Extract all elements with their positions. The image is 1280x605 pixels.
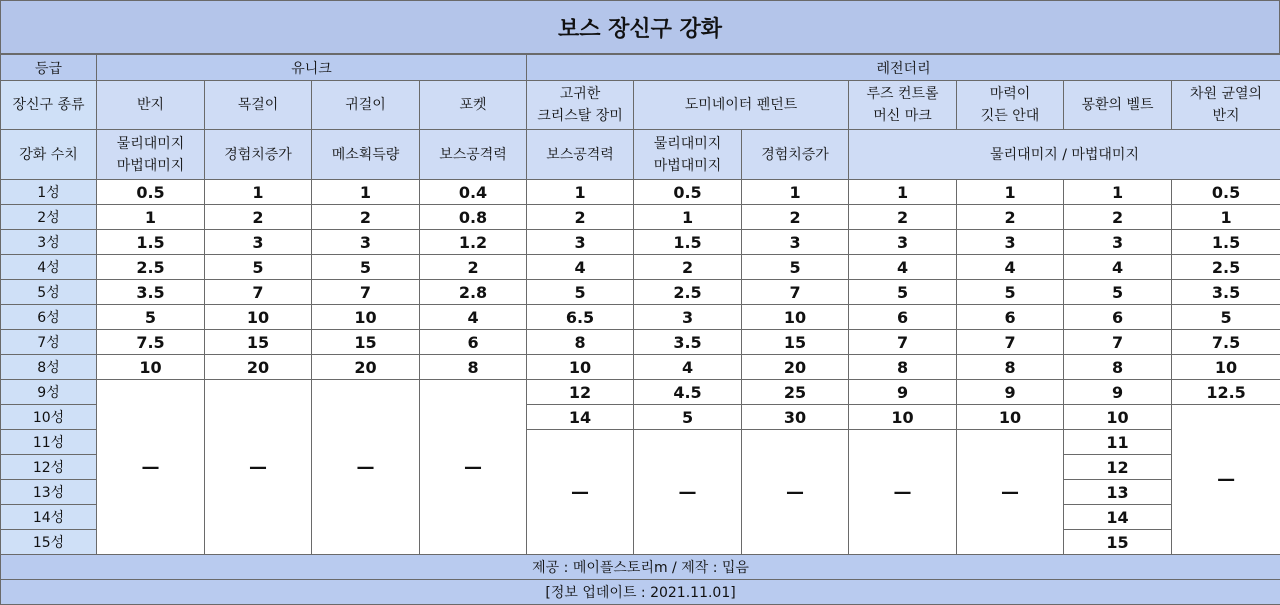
value-cell: 10 <box>1172 355 1280 380</box>
level-label: 15성 <box>1 530 97 555</box>
value-cell: 9 <box>1064 380 1172 405</box>
value-cell: 14 <box>1064 505 1172 530</box>
value-cell: 7 <box>1064 330 1172 355</box>
value-cell: 13 <box>1064 480 1172 505</box>
level-label: 7성 <box>1 330 97 355</box>
value-cell: 3.5 <box>1172 280 1280 305</box>
value-cell: 2.8 <box>420 280 527 305</box>
value-cell: 4 <box>420 305 527 330</box>
level-label: 2성 <box>1 205 97 230</box>
grade-unique: 유니크 <box>97 55 527 81</box>
level-label: 6성 <box>1 305 97 330</box>
value-cell: 1 <box>957 180 1064 205</box>
value-cell: 2 <box>849 205 957 230</box>
value-cell: 7 <box>957 330 1064 355</box>
level-label: 10성 <box>1 405 97 430</box>
accessory-type: 목걸이 <box>205 81 312 130</box>
stat-type: 물리대미지 / 마법대미지 <box>849 130 1280 180</box>
value-cell: 2 <box>420 255 527 280</box>
page-title: 보스 장신구 강화 <box>0 0 1280 54</box>
empty-cell: — <box>312 380 420 555</box>
value-cell: 5 <box>742 255 849 280</box>
value-cell: 6.5 <box>527 305 634 330</box>
value-cell: 0.5 <box>1172 180 1280 205</box>
value-cell: 12.5 <box>1172 380 1280 405</box>
stat-type: 물리대미지 마법대미지 <box>634 130 742 180</box>
value-cell: 1.5 <box>97 230 205 255</box>
value-cell: 7 <box>312 280 420 305</box>
level-label: 13성 <box>1 480 97 505</box>
level-label: 3성 <box>1 230 97 255</box>
value-cell: 4 <box>1064 255 1172 280</box>
value-cell: 3.5 <box>634 330 742 355</box>
empty-cell: — <box>634 430 742 555</box>
value-cell: 6 <box>849 305 957 330</box>
empty-cell: — <box>420 380 527 555</box>
level-label: 9성 <box>1 380 97 405</box>
value-cell: 7.5 <box>97 330 205 355</box>
value-cell: 20 <box>205 355 312 380</box>
value-cell: 1 <box>527 180 634 205</box>
level-label: 8성 <box>1 355 97 380</box>
value-cell: 10 <box>205 305 312 330</box>
footer-update: [정보 업데이트 : 2021.11.01] <box>1 580 1280 605</box>
stat-type: 경험치증가 <box>205 130 312 180</box>
value-cell: 2 <box>634 255 742 280</box>
value-cell: 10 <box>742 305 849 330</box>
value-cell: 2 <box>1064 205 1172 230</box>
stat-type: 물리대미지 마법대미지 <box>97 130 205 180</box>
empty-cell: — <box>1172 405 1280 555</box>
enhancement-table <box>0 54 1280 605</box>
value-cell: 8 <box>420 355 527 380</box>
grade-legendary: 레전더리 <box>527 55 1280 81</box>
value-cell: 15 <box>1064 530 1172 555</box>
value-cell: 30 <box>742 405 849 430</box>
value-cell: 2 <box>312 205 420 230</box>
value-cell: 2 <box>742 205 849 230</box>
level-label: 12성 <box>1 455 97 480</box>
value-cell: 10 <box>1064 405 1172 430</box>
value-cell: 1 <box>1064 180 1172 205</box>
value-cell: 5 <box>1064 280 1172 305</box>
level-label: 14성 <box>1 505 97 530</box>
stat-label: 강화 수치 <box>1 130 97 180</box>
value-cell: 5 <box>205 255 312 280</box>
value-cell: 4.5 <box>634 380 742 405</box>
value-cell: 1 <box>205 180 312 205</box>
grade-label: 등급 <box>1 55 97 81</box>
stat-type: 보스공격력 <box>527 130 634 180</box>
value-cell: 8 <box>849 355 957 380</box>
accessory-type: 마력이 깃든 안대 <box>957 81 1064 130</box>
accessory-type: 고귀한 크리스탈 장미 <box>527 81 634 130</box>
value-cell: 10 <box>849 405 957 430</box>
value-cell: 5 <box>527 280 634 305</box>
accessory-type: 귀걸이 <box>312 81 420 130</box>
value-cell: 3 <box>634 305 742 330</box>
stat-type: 메소획득량 <box>312 130 420 180</box>
value-cell: 4 <box>527 255 634 280</box>
value-cell: 7 <box>742 280 849 305</box>
value-cell: 2 <box>957 205 1064 230</box>
value-cell: 10 <box>97 355 205 380</box>
level-label: 4성 <box>1 255 97 280</box>
value-cell: 20 <box>742 355 849 380</box>
value-cell: 15 <box>205 330 312 355</box>
value-cell: 0.5 <box>97 180 205 205</box>
value-cell: 1 <box>634 205 742 230</box>
empty-cell: — <box>957 430 1064 555</box>
value-cell: 15 <box>742 330 849 355</box>
value-cell: 11 <box>1064 430 1172 455</box>
value-cell: 7 <box>205 280 312 305</box>
value-cell: 15 <box>312 330 420 355</box>
value-cell: 4 <box>634 355 742 380</box>
value-cell: 2 <box>205 205 312 230</box>
value-cell: 1 <box>1172 205 1280 230</box>
value-cell: 1.5 <box>1172 230 1280 255</box>
value-cell: 6 <box>1064 305 1172 330</box>
value-cell: 1 <box>742 180 849 205</box>
accessory-type: 루즈 컨트롤 머신 마크 <box>849 81 957 130</box>
value-cell: 3 <box>1064 230 1172 255</box>
value-cell: 10 <box>312 305 420 330</box>
type-label: 장신구 종류 <box>1 81 97 130</box>
level-label: 5성 <box>1 280 97 305</box>
empty-cell: — <box>849 430 957 555</box>
value-cell: 2 <box>527 205 634 230</box>
empty-cell: — <box>527 430 634 555</box>
value-cell: 5 <box>849 280 957 305</box>
value-cell: 2.5 <box>1172 255 1280 280</box>
accessory-type: 도미네이터 펜던트 <box>634 81 849 130</box>
value-cell: 7.5 <box>1172 330 1280 355</box>
value-cell: 0.5 <box>634 180 742 205</box>
accessory-type: 포켓 <box>420 81 527 130</box>
value-cell: 9 <box>849 380 957 405</box>
value-cell: 3 <box>312 230 420 255</box>
value-cell: 14 <box>527 405 634 430</box>
value-cell: 25 <box>742 380 849 405</box>
value-cell: 12 <box>527 380 634 405</box>
value-cell: 10 <box>957 405 1064 430</box>
value-cell: 4 <box>957 255 1064 280</box>
value-cell: 2.5 <box>634 280 742 305</box>
value-cell: 5 <box>957 280 1064 305</box>
value-cell: 0.4 <box>420 180 527 205</box>
value-cell: 5 <box>1172 305 1280 330</box>
value-cell: 3.5 <box>97 280 205 305</box>
value-cell: 3 <box>957 230 1064 255</box>
value-cell: 7 <box>849 330 957 355</box>
empty-cell: — <box>742 430 849 555</box>
accessory-type: 차원 균열의 반지 <box>1172 81 1280 130</box>
empty-cell: — <box>97 380 205 555</box>
value-cell: 5 <box>312 255 420 280</box>
accessory-type: 반지 <box>97 81 205 130</box>
value-cell: 3 <box>849 230 957 255</box>
value-cell: 4 <box>849 255 957 280</box>
value-cell: 2.5 <box>97 255 205 280</box>
level-label: 11성 <box>1 430 97 455</box>
value-cell: 3 <box>205 230 312 255</box>
value-cell: 6 <box>957 305 1064 330</box>
value-cell: 1.5 <box>634 230 742 255</box>
value-cell: 3 <box>527 230 634 255</box>
value-cell: 1 <box>312 180 420 205</box>
value-cell: 8 <box>1064 355 1172 380</box>
empty-cell: — <box>205 380 312 555</box>
value-cell: 6 <box>420 330 527 355</box>
value-cell: 10 <box>527 355 634 380</box>
value-cell: 8 <box>527 330 634 355</box>
value-cell: 5 <box>97 305 205 330</box>
value-cell: 12 <box>1064 455 1172 480</box>
value-cell: 0.8 <box>420 205 527 230</box>
value-cell: 5 <box>634 405 742 430</box>
value-cell: 20 <box>312 355 420 380</box>
value-cell: 1.2 <box>420 230 527 255</box>
value-cell: 1 <box>849 180 957 205</box>
value-cell: 3 <box>742 230 849 255</box>
value-cell: 9 <box>957 380 1064 405</box>
level-label: 1성 <box>1 180 97 205</box>
footer-credit: 제공 : 메이플스토리m / 제작 : 밉음 <box>1 555 1280 580</box>
value-cell: 1 <box>97 205 205 230</box>
accessory-type: 몽환의 벨트 <box>1064 81 1172 130</box>
stat-type: 경험치증가 <box>742 130 849 180</box>
value-cell: 8 <box>957 355 1064 380</box>
stat-type: 보스공격력 <box>420 130 527 180</box>
